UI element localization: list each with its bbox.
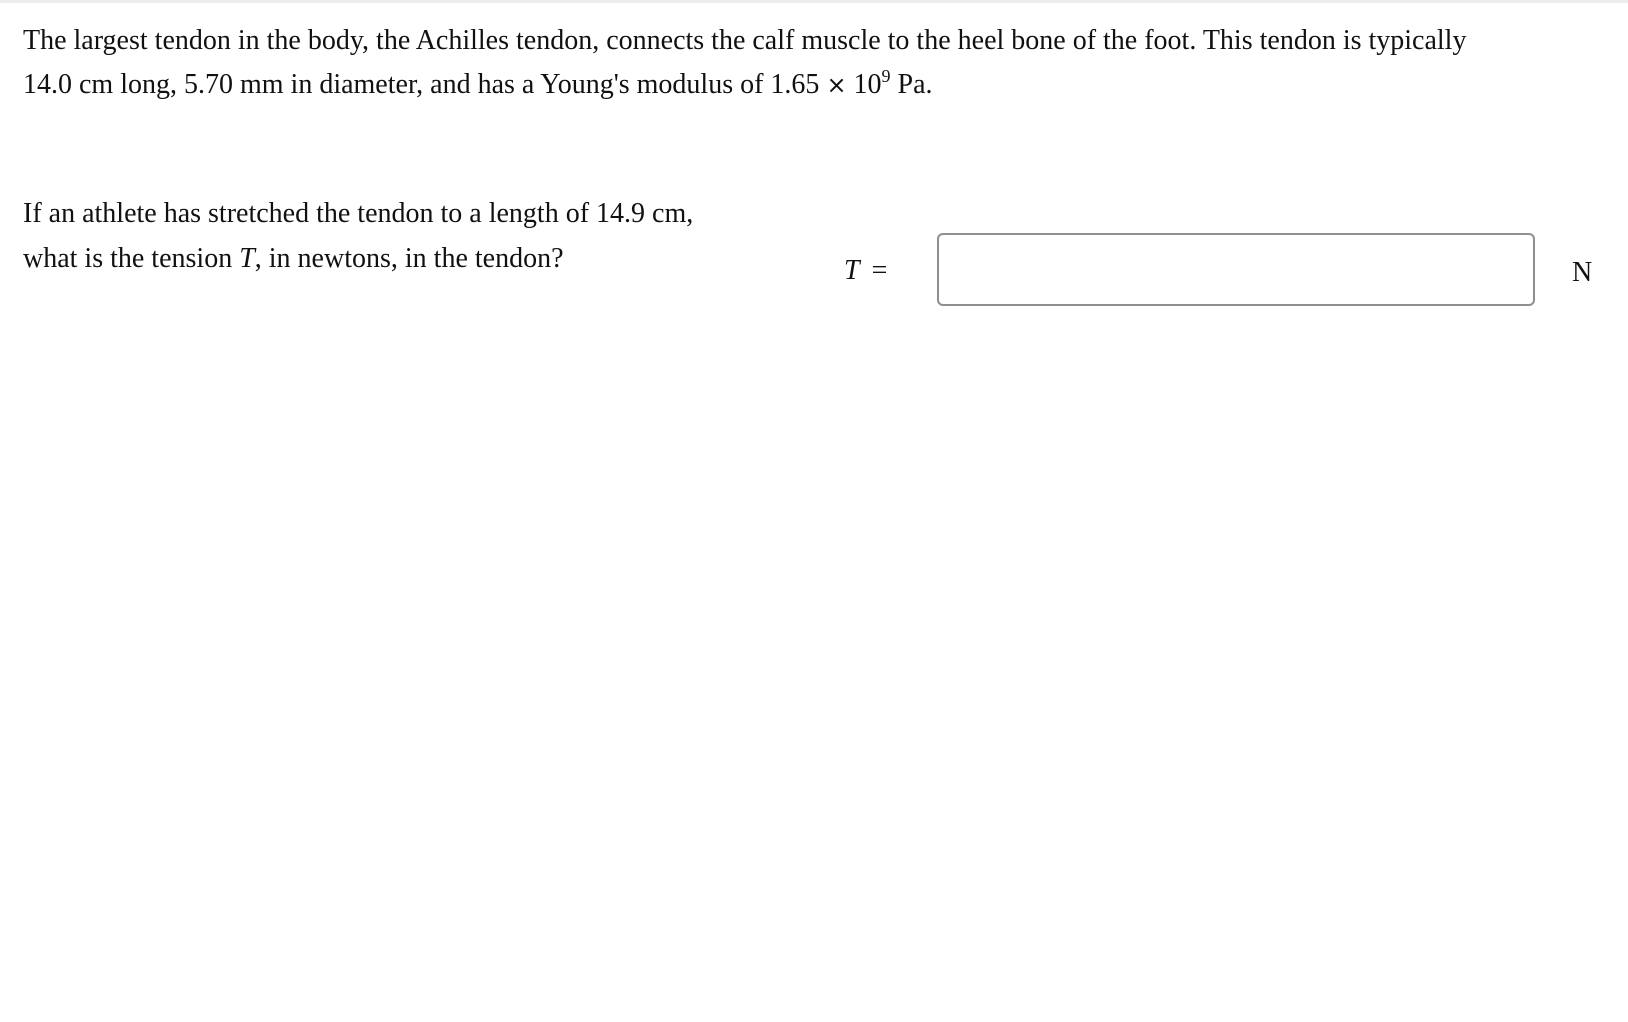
tension-variable: T (239, 243, 255, 274)
problem-statement (23, 19, 1613, 107)
tension-answer-input[interactable] (937, 233, 1535, 306)
statement-period: . (925, 69, 933, 100)
problem-statement-line-1: The largest tendon in the body, the Achilles tendon, connects the calf muscle to the heel bone of the foot. This tendon is typically (23, 25, 1467, 56)
answer-unit: N (1572, 257, 1593, 288)
modulus-exponent: 9 (881, 66, 891, 86)
times-symbol: × (826, 71, 847, 99)
top-divider (0, 0, 1628, 3)
answer-label (844, 254, 887, 288)
question-line-1: If an athlete has stretched the tendon to a length of 14.9 cm, (23, 198, 694, 229)
question-line-2-start: what is the tension (23, 243, 240, 274)
answer-variable: T (844, 255, 860, 286)
modulus-unit: Pa (897, 69, 926, 100)
question-line-2-end: , in newtons, in the tendon? (254, 243, 564, 274)
question-prompt (23, 191, 803, 281)
modulus-base: 10 (853, 69, 882, 100)
problem-statement-line-2: 14.0 cm long, 5.70 mm in diameter, and has a Young's modulus of 1.65 (23, 69, 820, 100)
equals-sign: = (871, 255, 888, 286)
